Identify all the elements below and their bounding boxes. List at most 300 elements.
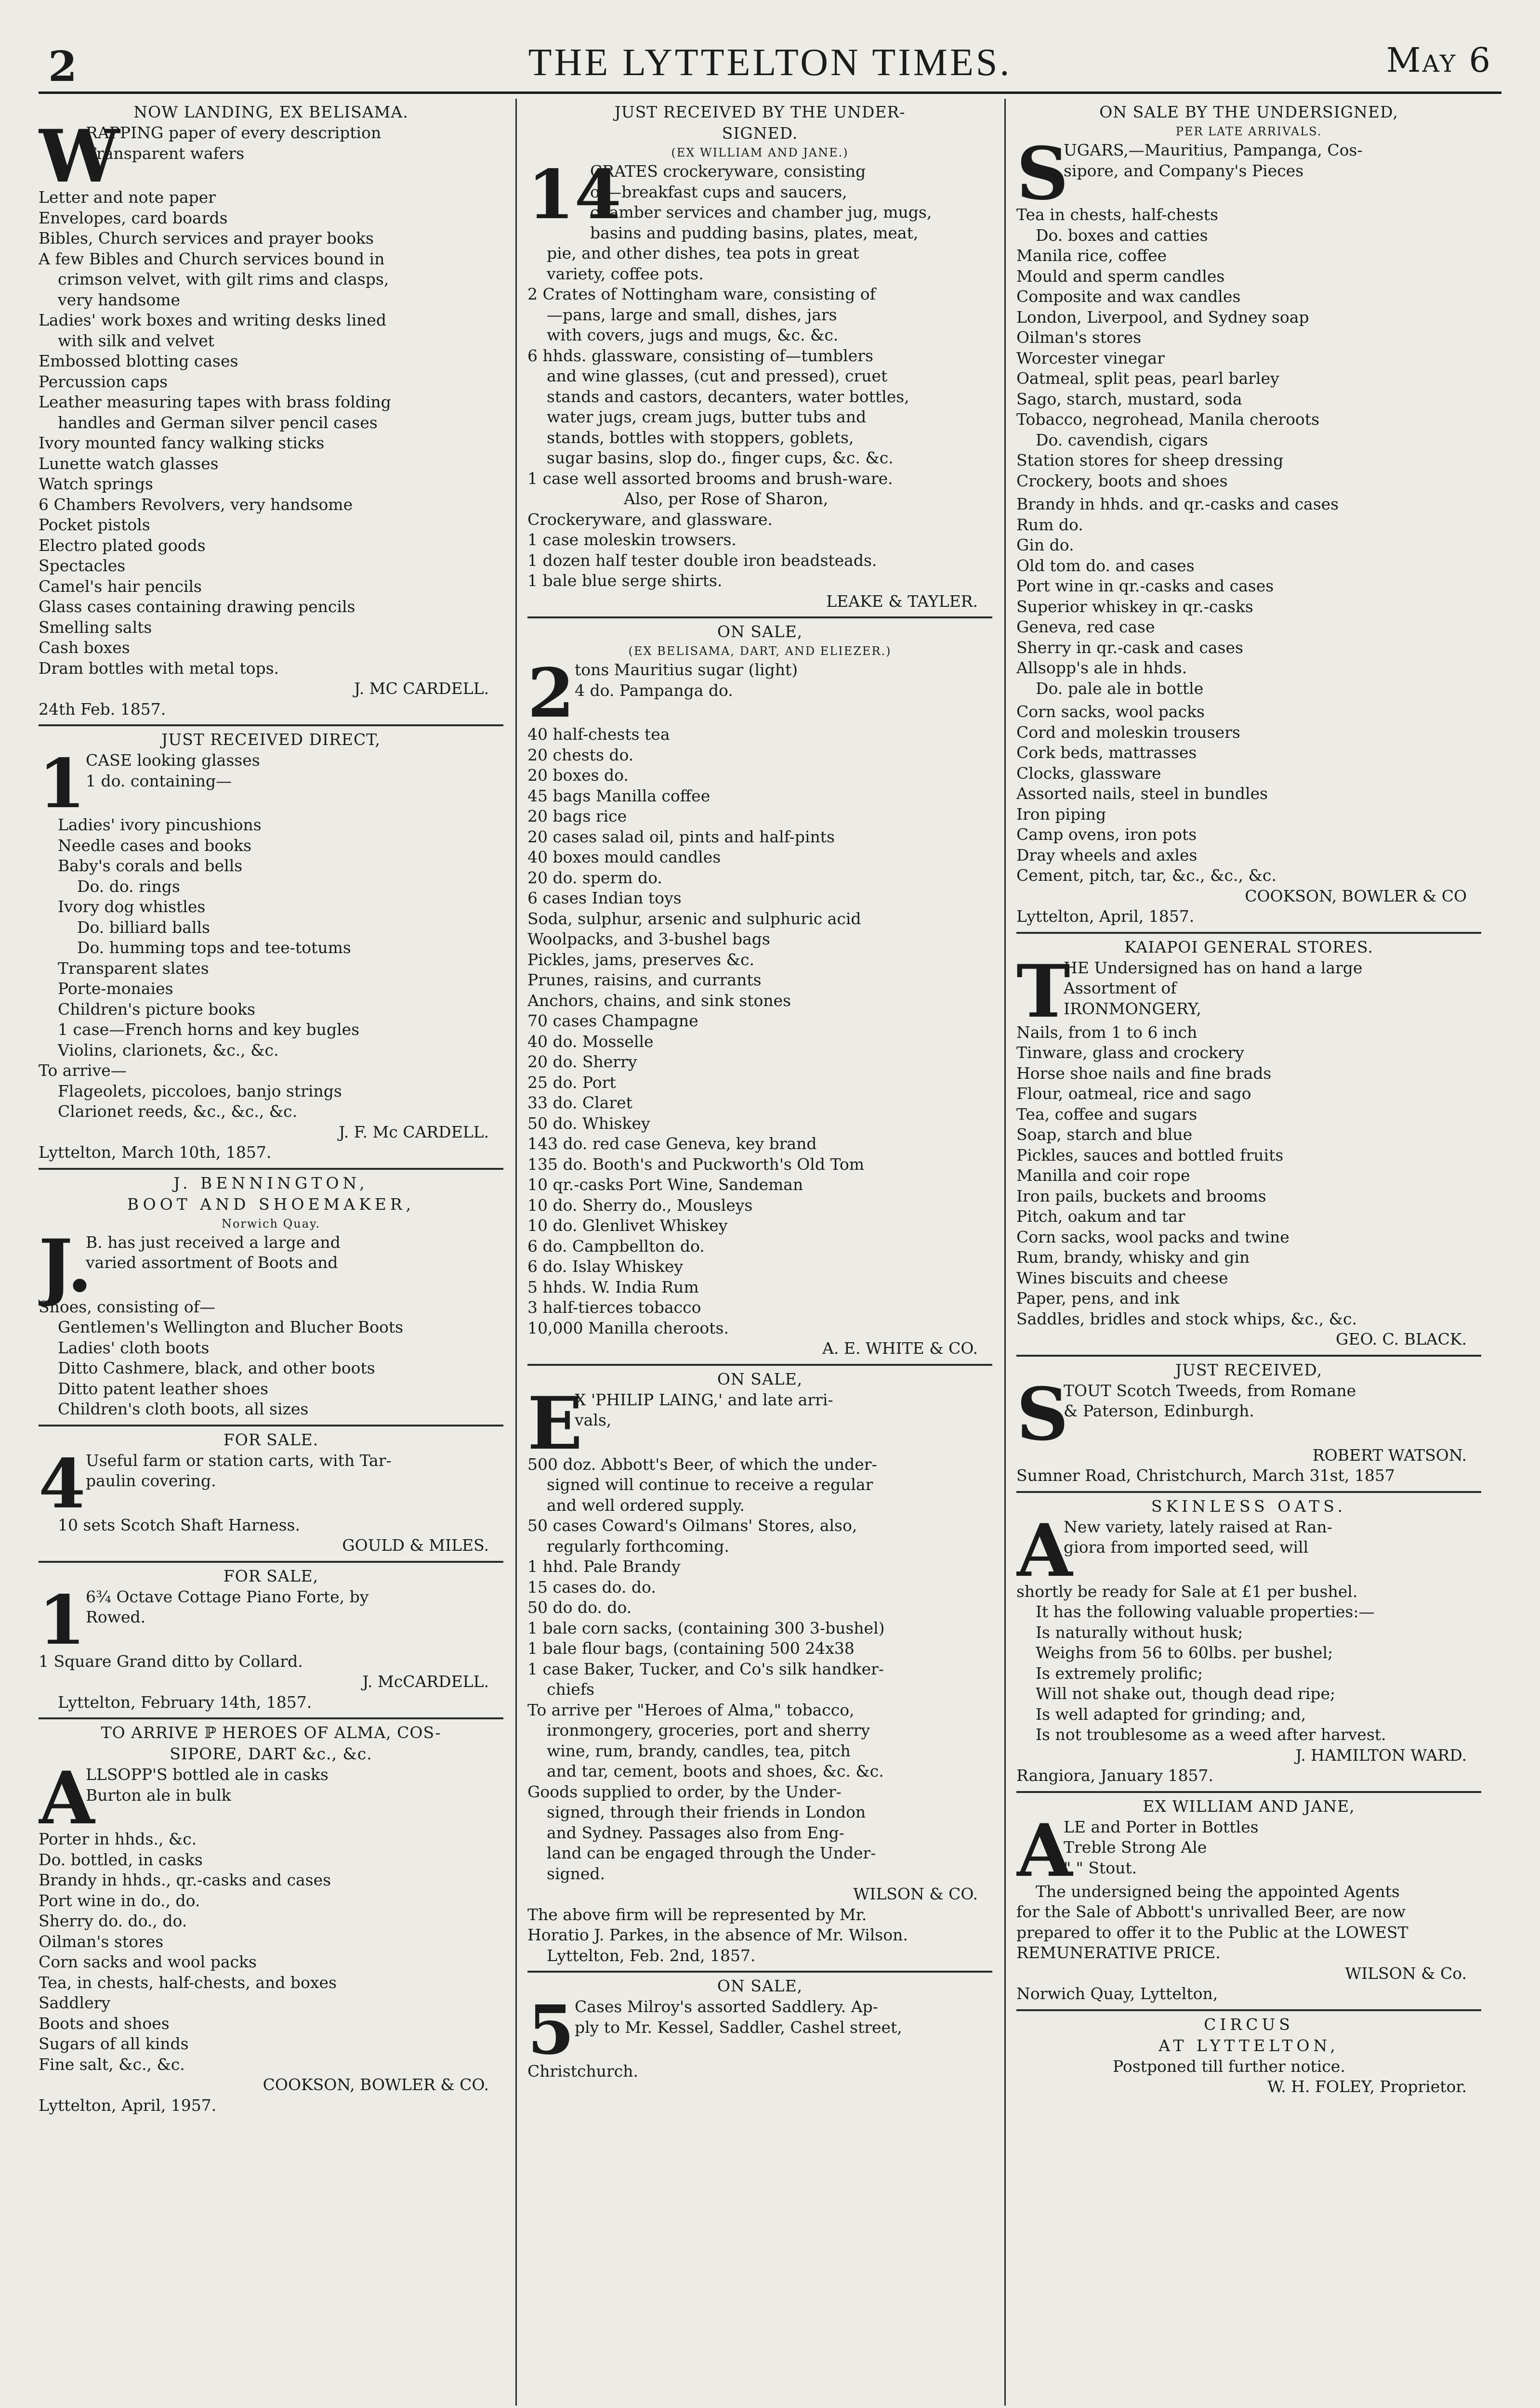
text-line: Nails, from 1 to 6 inch xyxy=(1016,1022,1198,1042)
text-line: wine, rum, brandy, candles, tea, pitch xyxy=(547,1741,851,1760)
text-line: Leather measuring tapes with brass folding xyxy=(39,393,391,411)
text-line: Woolpacks, and 3-bushel bags xyxy=(527,929,770,948)
text-line: Ditto patent leather shoes xyxy=(58,1379,269,1398)
text-line: Crockery, boots and shoes xyxy=(1016,471,1228,490)
text-line: 6 Chambers Revolvers, very handsome xyxy=(39,495,353,514)
text-line: Goods supplied to order, by the Under- xyxy=(527,1782,842,1801)
text-line: 5 hhds. W. India Rum xyxy=(527,1277,699,1296)
text-line: Fine salt, &c., &c. xyxy=(39,2055,185,2074)
text-line: 143 do. red case Geneva, key brand xyxy=(527,1134,817,1153)
text-line: Iron piping xyxy=(1016,804,1106,824)
ad-heading: JUST RECEIVED BY THE UNDER- xyxy=(614,103,906,121)
text-line: shortly be ready for Sale at £1 per bushel. xyxy=(1016,1582,1358,1601)
text-line: Superior whiskey in qr.-casks xyxy=(1016,597,1253,616)
text-line: Sugars of all kinds xyxy=(39,2034,189,2053)
drop-cap-text xyxy=(86,1451,503,1515)
text-line: 135 do. Booth's and Puckworth's Old Tom xyxy=(527,1154,865,1174)
text-line: Tobacco, negrohead, Manila cheroots xyxy=(1016,410,1319,429)
advertisement xyxy=(39,1426,503,1563)
text-line: varied assortment of Boots and xyxy=(86,1253,338,1272)
text-line: Port wine in do., do. xyxy=(39,1891,200,1910)
text-line: Lyttelton, April, 1957. xyxy=(39,2095,217,2115)
text-line: Do. humming tops and tee-totums xyxy=(77,938,351,957)
text-line: 10 qr.-casks Port Wine, Sandeman xyxy=(527,1175,803,1194)
text-line: IRONMONGERY, xyxy=(1064,999,1201,1018)
text-line: crimson velvet, with gilt rims and clasps, xyxy=(58,270,389,288)
text-line: Flour, oatmeal, rice and sago xyxy=(1016,1084,1251,1103)
ad-subheading: PER LATE ARRIVALS. xyxy=(1175,125,1322,138)
drop-cap: E xyxy=(527,1381,583,1466)
text-line: 1 hhd. Pale Brandy xyxy=(527,1557,681,1576)
text-line: X 'PHILIP LAING,' and late arri- xyxy=(575,1390,833,1409)
text-line: very handsome xyxy=(58,290,181,309)
text-line: 20 chests do. xyxy=(527,745,634,764)
text-line: Ladies' cloth boots xyxy=(58,1338,210,1357)
text-line: ironmongery, groceries, port and sherry xyxy=(547,1721,870,1740)
advertisement xyxy=(527,1973,992,2087)
text-line: 6 do. Islay Whiskey xyxy=(527,1257,684,1276)
text-line: signed. xyxy=(547,1864,605,1883)
text-line: for the Sale of Abbott's unrivalled Beer, are now xyxy=(1016,1902,1406,1921)
text-line: 1 bale blue serge shirts. xyxy=(527,571,723,590)
text-line: and Sydney. Passages also from Eng- xyxy=(547,1823,844,1842)
text-line: Cement, pitch, tar, &c., &c., &c. xyxy=(1016,866,1277,885)
text-line: Anchors, chains, and sink stones xyxy=(527,991,791,1010)
text-line: 25 do. Port xyxy=(527,1073,616,1092)
text-line: Saddles, bridles and stock whips, &c., &c. xyxy=(1016,1309,1357,1328)
text-line: Oilman's stores xyxy=(1016,328,1142,347)
text-line: 20 cases salad oil, pints and half-pints xyxy=(527,827,835,846)
ad-heading: ON SALE BY THE UNDERSIGNED, xyxy=(1099,103,1398,121)
text-line: Tea in chests, half-chests xyxy=(1016,205,1218,224)
column-rule xyxy=(1004,99,1006,2406)
text-line: stands, bottles with stoppers, goblets, xyxy=(547,428,854,447)
ad-heading: J. BENNINGTON, xyxy=(173,1173,369,1192)
text-line: 20 bags rice xyxy=(527,807,627,825)
text-line: New variety, lately raised at Ran- xyxy=(1064,1517,1332,1536)
drop-cap: A xyxy=(39,1756,95,1841)
text-line: Porte-monaies xyxy=(58,979,173,998)
text-line: Lyttelton, Feb. 2nd, 1857. xyxy=(547,1946,756,1965)
text-line: Ditto Cashmere, black, and other boots xyxy=(58,1359,375,1377)
ad-heading: EX WILLIAM AND JANE, xyxy=(1143,1796,1355,1816)
signature: J. HAMILTON WARD. xyxy=(1295,1745,1467,1765)
text-line: Mould and sperm candles xyxy=(1016,266,1225,286)
text-line: 50 cases Coward's Oilmans' Stores, also, xyxy=(527,1516,857,1535)
text-line: Smelling salts xyxy=(39,617,152,637)
text-line: Horse shoe nails and fine brads xyxy=(1016,1063,1272,1083)
advertisement xyxy=(1016,934,1481,1357)
text-line: Old tom do. and cases xyxy=(1016,556,1195,575)
text-line: land can be engaged through the Under- xyxy=(547,1844,876,1862)
text-line: Horatio J. Parkes, in the absence of Mr. Wilson. xyxy=(527,1925,908,1944)
text-line: Embossed blotting cases xyxy=(39,352,238,370)
ad-heading: JUST RECEIVED, xyxy=(1175,1360,1323,1379)
text-line: Ladies' ivory pincushions xyxy=(58,815,262,834)
text-line: LLSOPP'S bottled ale in casks xyxy=(86,1765,329,1784)
signature: WILSON & Co. xyxy=(1345,1963,1467,1983)
text-line: Paper, pens, and ink xyxy=(1016,1289,1180,1308)
text-line: 45 bags Manilla coffee xyxy=(527,786,711,805)
ad-heading: SKINLESS OATS. xyxy=(1151,1496,1347,1516)
drop-cap-block xyxy=(39,1444,503,1524)
text-line: London, Liverpool, and Sydney soap xyxy=(1016,307,1309,327)
text-line: Cash boxes xyxy=(39,638,130,657)
text-line: 24th Feb. 1857. xyxy=(39,699,166,719)
page-number: 2 xyxy=(48,42,77,91)
text-line: Burton ale in bulk xyxy=(86,1785,231,1805)
masthead xyxy=(39,34,1501,94)
advertisement xyxy=(39,726,503,1170)
text-line: Is extremely prolific; xyxy=(1036,1663,1203,1683)
text-line: Children's picture books xyxy=(58,999,256,1019)
ad-heading: AT LYTTELTON, xyxy=(1158,2036,1339,2055)
text-line: ply to Mr. Kessel, Saddler, Cashel street, xyxy=(575,2017,902,2037)
text-line: Is naturally without husk; xyxy=(1036,1623,1243,1642)
text-line: 1 case—French horns and key bugles xyxy=(58,1020,360,1039)
text-line: Pocket pistols xyxy=(39,515,150,534)
ad-heading: KAIAPOI GENERAL STORES. xyxy=(1124,937,1373,956)
text-line: Christchurch. xyxy=(527,2062,639,2081)
text-line: Pickles, sauces and bottled fruits xyxy=(1016,1145,1284,1165)
drop-cap-text xyxy=(86,123,503,187)
text-line: Allsopp's ale in hhds. xyxy=(1016,658,1187,677)
text-line: Manila rice, coffee xyxy=(1016,246,1167,265)
text-line: Porter in hhds., &c. xyxy=(39,1830,197,1848)
text-line: Worcester vinegar xyxy=(1016,348,1165,367)
signature: GEO. C. BLACK. xyxy=(1336,1330,1467,1348)
drop-cap: 14 xyxy=(527,156,621,235)
text-line: Rum, brandy, whisky and gin xyxy=(1016,1248,1250,1267)
text-line: UGARS,—Mauritius, Pampanga, Cos- xyxy=(1064,141,1363,159)
text-line: and wine glasses, (cut and pressed), cruet xyxy=(547,366,888,385)
text-line: sugar basins, slop do., finger cups, &c. &c. xyxy=(547,448,894,467)
text-line: 1 do. containing— xyxy=(86,771,232,790)
text-line: paulin covering. xyxy=(86,1471,216,1490)
text-line: Corn sacks and wool packs xyxy=(39,1952,257,1971)
text-line: Do. do. rings xyxy=(77,877,180,896)
drop-cap: A xyxy=(1016,1508,1073,1593)
text-line: Soap, starch and blue xyxy=(1016,1125,1193,1144)
text-line: Boots and shoes xyxy=(39,2014,170,2033)
drop-cap-text xyxy=(86,1587,503,1651)
text-line: Spectacles xyxy=(39,556,126,575)
ad-subheading: Norwich Quay. xyxy=(221,1217,321,1230)
text-line: Station stores for sheep dressing xyxy=(1016,451,1284,470)
text-line: stands and castors, decanters, water bottles, xyxy=(547,387,909,406)
text-line: 1 bale corn sacks, (containing 300 3-bushel) xyxy=(527,1618,885,1637)
text-line: Bibles, Church services and prayer books xyxy=(39,229,374,248)
drop-cap-text xyxy=(86,750,503,815)
text-line: Dray wheels and axles xyxy=(1016,845,1198,864)
text-line: 40 boxes mould candles xyxy=(527,848,721,866)
text-line: Ladies' work boxes and writing desks lined xyxy=(39,311,387,329)
drop-cap-text xyxy=(1064,140,1481,205)
drop-cap: 1 xyxy=(39,745,86,824)
text-line: Cork beds, mattrasses xyxy=(1016,743,1197,762)
advertisement xyxy=(39,1170,503,1426)
text-line: Corn sacks, wool packs xyxy=(1016,702,1205,721)
text-line: 1 dozen half tester double iron beadsteads. xyxy=(527,550,877,570)
text-line: 1 case well assorted brooms and brush-ware. xyxy=(527,469,893,488)
text-line: Pitch, oakum and tar xyxy=(1016,1207,1185,1226)
text-line: Glass cases containing drawing pencils xyxy=(39,597,355,616)
text-line: Treble Strong Ale xyxy=(1064,1838,1207,1857)
drop-cap-text xyxy=(86,1232,503,1297)
text-line: Cord and moleskin trousers xyxy=(1016,722,1240,742)
text-line: Tea, in chests, half-chests, and boxes xyxy=(39,1973,337,1992)
text-line: 20 do. sperm do. xyxy=(527,868,662,887)
text-line: Brandy in hhds., qr.-casks and cases xyxy=(39,1871,331,1889)
drop-cap: 1 xyxy=(39,1581,86,1660)
drop-cap: J. xyxy=(39,1223,92,1309)
text-line: Do. cavendish, cigars xyxy=(1036,430,1208,449)
text-line: signed will continue to receive a regular xyxy=(547,1475,873,1494)
drop-cap-text xyxy=(590,161,992,243)
text-line: 70 cases Champagne xyxy=(527,1011,698,1030)
text-line: 1 Square Grand ditto by Collard. xyxy=(39,1651,303,1671)
text-line: 3 half-tierces tobacco xyxy=(527,1298,701,1317)
text-line: Brandy in hhds. and qr.-casks and cases xyxy=(1016,495,1339,513)
text-line: Assorted nails, steel in bundles xyxy=(1016,784,1268,803)
text-line: Camel's hair pencils xyxy=(39,576,202,596)
text-line: Lunette watch glasses xyxy=(39,454,219,473)
text-line: RAPPING paper of every description xyxy=(86,123,382,142)
text-line: Manilla and coir rope xyxy=(1016,1166,1190,1185)
text-line: Rum do. xyxy=(1016,515,1083,534)
advertisement xyxy=(1016,1493,1481,1793)
text-line: Violins, clarionets, &c., &c. xyxy=(58,1040,279,1060)
text-line: Saddlery xyxy=(39,1993,111,2012)
text-line: LE and Porter in Bottles xyxy=(1064,1817,1259,1836)
text-line: Tinware, glass and crockery xyxy=(1016,1043,1244,1062)
text-line: Gentlemen's Wellington and Blucher Boots xyxy=(58,1318,404,1336)
text-line: Electro plated goods xyxy=(39,536,206,555)
text-line: Lyttelton, March 10th, 1857. xyxy=(39,1143,272,1162)
text-line: Sherry in qr.-cask and cases xyxy=(1016,638,1243,657)
ad-heading: JUST RECEIVED DIRECT, xyxy=(161,730,381,749)
drop-cap: 2 xyxy=(527,654,575,733)
text-line: 10 sets Scotch Shaft Harness. xyxy=(58,1515,300,1534)
drop-cap: 4 xyxy=(39,1444,86,1524)
text-line: Oilman's stores xyxy=(39,1932,164,1951)
text-line: The undersigned being the appointed Agents xyxy=(1036,1882,1400,1901)
text-line: Needle cases and books xyxy=(58,836,252,855)
text-line: Corn sacks, wool packs and twine xyxy=(1016,1227,1290,1246)
text-line: 20 do. Sherry xyxy=(527,1052,637,1071)
advertisement xyxy=(1016,2011,1481,2102)
text-line: Lyttelton, April, 1857. xyxy=(1016,907,1195,926)
text-line: 1 bale flour bags, (containing 500 24x38 xyxy=(527,1639,855,1658)
text-line: with covers, jugs and mugs, &c. &c. xyxy=(547,326,839,344)
text-line: variety, coffee pots. xyxy=(547,264,704,283)
text-line: Weighs from 56 to 60lbs. per bushel; xyxy=(1036,1643,1333,1662)
text-line: Assortment of xyxy=(1064,979,1177,997)
text-line: Pickles, jams, preserves &c. xyxy=(527,950,754,969)
drop-cap: W xyxy=(39,114,120,199)
text-line: Oatmeal, split peas, pearl barley xyxy=(1016,369,1279,388)
text-line: REMUNERATIVE PRICE. xyxy=(1016,1943,1221,1962)
text-line: 4 do. Pampanga do. xyxy=(575,681,733,700)
text-line: Clarionet reeds, &c., &c., &c. xyxy=(58,1102,298,1121)
text-line: of—breakfast cups and saucers, xyxy=(590,182,847,201)
text-line: CRATES crockeryware, consisting xyxy=(590,162,866,181)
signature: J. MC CARDELL. xyxy=(354,679,489,698)
text-line: 10,000 Manilla cheroots. xyxy=(527,1318,729,1337)
issue-date: May 6 xyxy=(1386,40,1492,80)
text-line: 10 do. Sherry do., Mousleys xyxy=(527,1195,753,1215)
signature: WILSON & CO. xyxy=(853,1885,978,1903)
column-rule xyxy=(515,99,517,2406)
text-line: 1 case moleskin trowsers. xyxy=(527,530,737,549)
text-line: and tar, cement, boots and shoes, &c. &c. xyxy=(547,1762,884,1780)
signature: W. H. FOLEY, Proprietor. xyxy=(1267,2077,1467,2096)
text-line: Lyttelton, February 14th, 1857. xyxy=(58,1692,312,1712)
advertisement xyxy=(39,1563,503,1720)
advertisement xyxy=(527,618,992,1366)
drop-cap-text xyxy=(575,1390,992,1454)
text-line: 6 hhds. glassware, consisting of—tumblers xyxy=(527,346,873,365)
text-line: B. has just received a large and xyxy=(86,1232,341,1252)
text-line: 6¾ Octave Cottage Piano Forte, by xyxy=(86,1587,369,1606)
drop-cap-text xyxy=(575,660,992,724)
drop-cap: S xyxy=(1016,1372,1069,1457)
advertisement xyxy=(1016,99,1481,934)
ad-heading: NOW LANDING, EX BELISAMA. xyxy=(133,103,408,121)
text-line: It has the following valuable properties:— xyxy=(1036,1602,1375,1621)
text-line: Postponed till further notice. xyxy=(1113,2056,1345,2076)
advertisement xyxy=(1016,1793,1481,2011)
ad-heading: ON SALE, xyxy=(717,1369,803,1388)
drop-cap-block xyxy=(39,745,503,824)
text-line: Children's cloth boots, all sizes xyxy=(58,1400,309,1418)
text-line: Gin do. xyxy=(1016,536,1074,554)
text-line: Tea, coffee and sugars xyxy=(1016,1104,1198,1124)
text-line: chiefs xyxy=(547,1680,594,1699)
drop-cap: A xyxy=(1016,1808,1073,1893)
text-line: Ivory mounted fancy walking sticks xyxy=(39,433,325,452)
text-line: Letter and note paper xyxy=(39,188,216,207)
text-line: Shoes, consisting of— xyxy=(39,1297,215,1316)
column-1 xyxy=(39,99,503,2406)
text-line: 33 do. Claret xyxy=(527,1093,632,1112)
drop-cap-block xyxy=(527,654,992,733)
drop-cap-text xyxy=(86,1765,503,1829)
text-line: regularly forthcoming. xyxy=(547,1536,729,1556)
text-line: HE Undersigned has on hand a large xyxy=(1064,958,1363,977)
text-line: To arrive— xyxy=(39,1061,127,1080)
text-line: signed, through their friends in London xyxy=(547,1803,866,1821)
text-line: giora from imported seed, will xyxy=(1064,1538,1309,1557)
text-line: and well ordered supply. xyxy=(547,1495,745,1515)
text-line: Norwich Quay, Lyttelton, xyxy=(1016,1984,1218,2003)
text-line: Camp ovens, iron pots xyxy=(1016,825,1197,844)
text-line: Transparent wafers xyxy=(86,144,245,163)
drop-cap-block xyxy=(39,1581,503,1660)
text-line: Rowed. xyxy=(86,1608,146,1626)
ad-heading: TO ARRIVE ℙ HEROES OF ALMA, COS- xyxy=(101,1723,441,1742)
text-line: 6 do. Campbellton do. xyxy=(527,1236,705,1256)
text-line: Is not troublesome as a weed after harvest. xyxy=(1036,1725,1386,1744)
drop-cap-text xyxy=(1064,1381,1481,1445)
text-line: Watch springs xyxy=(39,474,153,493)
text-line: 1 case Baker, Tucker, and Co's silk handker- xyxy=(527,1659,884,1678)
text-line: vals, xyxy=(575,1411,612,1429)
drop-cap-text xyxy=(1064,1517,1481,1582)
drop-cap-text xyxy=(575,1997,992,2061)
newspaper-title: THE LYTTELTON TIMES. xyxy=(528,41,1012,84)
text-line: 40 do. Mosselle xyxy=(527,1032,654,1051)
drop-cap-block xyxy=(527,1991,992,2070)
text-line: 2 Crates of Nottingham ware, consisting of xyxy=(527,285,876,303)
ad-heading: ON SALE, xyxy=(717,622,803,641)
text-line: basins and pudding basins, plates, meat, xyxy=(590,223,919,242)
text-line: 50 do. Whiskey xyxy=(527,1113,650,1133)
drop-cap: T xyxy=(1016,949,1070,1034)
text-line: Is well adapted for grinding; and, xyxy=(1036,1704,1306,1724)
text-line: A few Bibles and Church services bound in xyxy=(39,249,385,268)
text-line: Dram bottles with metal tops. xyxy=(39,658,279,678)
text-line: prepared to offer it to the Public at the LOWEST xyxy=(1016,1923,1408,1942)
text-line: Useful farm or station carts, with Tar- xyxy=(86,1451,392,1470)
text-line: " " Stout. xyxy=(1064,1858,1137,1877)
text-line: Sherry do. do., do. xyxy=(39,1911,187,1930)
text-line: 6 cases Indian toys xyxy=(527,889,682,907)
drop-cap-text xyxy=(1064,958,1481,1022)
advertisement xyxy=(527,99,992,618)
text-line: Do. pale ale in bottle xyxy=(1036,679,1204,698)
text-line: 500 doz. Abbott's Beer, of which the under- xyxy=(527,1454,877,1474)
ad-heading: CIRCUS xyxy=(1204,2015,1294,2034)
signature: COOKSON, BOWLER & CO xyxy=(1245,886,1467,905)
text-line: handles and German silver pencil cases xyxy=(58,413,378,432)
drop-cap-text xyxy=(1064,1817,1481,1882)
text-line: 15 cases do. do. xyxy=(527,1577,656,1597)
text-line: The above firm will be represented by Mr. xyxy=(527,1905,867,1924)
signature: J. McCARDELL. xyxy=(362,1672,489,1691)
text-line: Iron pails, buckets and brooms xyxy=(1016,1186,1266,1205)
drop-cap-block xyxy=(527,156,992,243)
text-line: tons Mauritius sugar (light) xyxy=(575,660,798,679)
text-line: To arrive per "Heroes of Alma," tobacco, xyxy=(527,1700,855,1719)
text-line: Do. boxes and catties xyxy=(1036,225,1208,245)
columns xyxy=(39,99,1501,2406)
text-line: Will not shake out, though dead ripe; xyxy=(1036,1684,1336,1703)
advertisement xyxy=(39,99,503,726)
ad-heading: FOR SALE. xyxy=(223,1430,319,1449)
text-line: 40 half-chests tea xyxy=(527,725,670,744)
column-3 xyxy=(1016,99,1481,2406)
text-line: Envelopes, card boards xyxy=(39,208,228,227)
text-line: Wines biscuits and cheese xyxy=(1016,1268,1228,1287)
ad-heading: FOR SALE, xyxy=(223,1566,319,1585)
text-line: 50 do do. do. xyxy=(527,1598,632,1617)
text-line: chamber services and chamber jug, mugs, xyxy=(590,203,932,222)
drop-cap: S xyxy=(1016,131,1069,216)
text-line: Port wine in qr.-casks and cases xyxy=(1016,576,1274,595)
advertisement xyxy=(39,1719,503,2120)
text-line: —pans, large and small, dishes, jars xyxy=(547,305,837,324)
column-2 xyxy=(527,99,992,2406)
text-line: Percussion caps xyxy=(39,372,168,391)
text-line: Flageolets, piccoloes, banjo strings xyxy=(58,1081,342,1100)
text-line: CASE looking glasses xyxy=(86,751,260,770)
signature: J. F. Mc CARDELL. xyxy=(339,1122,489,1141)
text-line: Do. billiard balls xyxy=(77,917,210,937)
text-line: sipore, and Company's Pieces xyxy=(1064,161,1304,180)
ad-subheading: (EX BELISAMA, DART, AND ELIEZER.) xyxy=(628,644,892,658)
drop-cap: 5 xyxy=(527,1991,575,2070)
